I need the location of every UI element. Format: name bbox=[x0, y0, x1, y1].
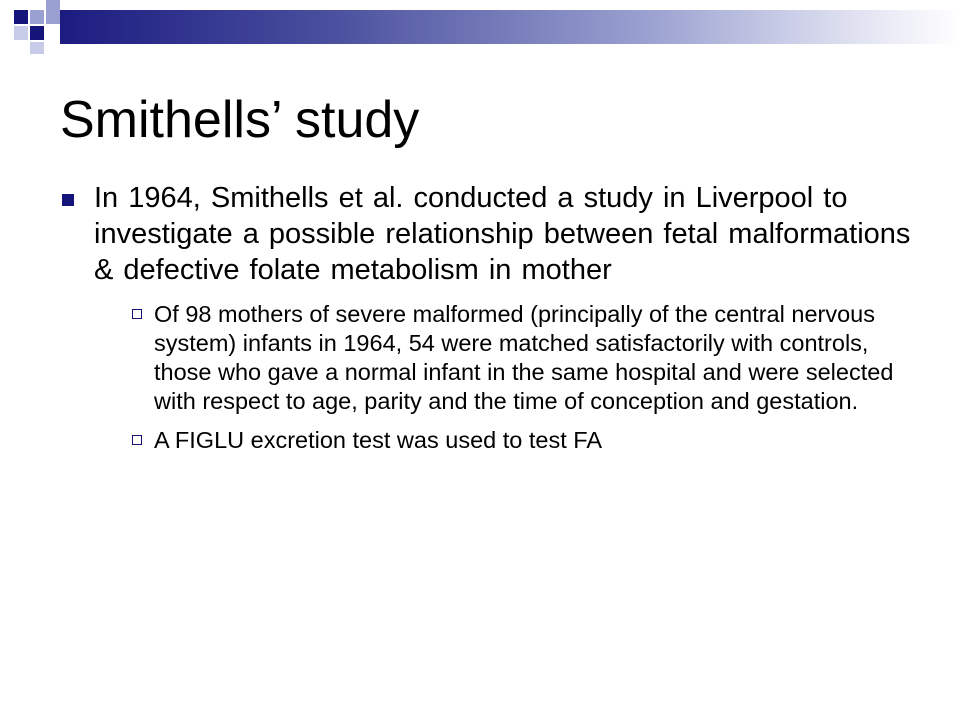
sub-bullet-1-text: Of 98 mothers of severe malformed (principally of the central nervous system) infants in 1964, 54 were matched satisfactorily with controls, those who gave a normal infant in the same hospital and were selected with respect to age, parity and the time of conception and gestation. bbox=[154, 301, 894, 414]
slide-content bbox=[60, 180, 920, 465]
decor-square-lavender-1 bbox=[30, 10, 44, 24]
sub-bullet-list bbox=[60, 300, 920, 455]
decor-square-lavender-2 bbox=[46, 0, 60, 24]
square-bullet-icon bbox=[62, 194, 74, 206]
hollow-square-bullet-icon bbox=[132, 435, 142, 445]
decor-square-pale-2 bbox=[30, 42, 44, 54]
sub-bullet-2-text: A FIGLU excretion test was used to test FA bbox=[154, 427, 603, 453]
decor-square-navy-2 bbox=[30, 26, 44, 40]
decor-square-pale-1 bbox=[14, 26, 28, 40]
decor-square-navy-1 bbox=[14, 10, 28, 24]
header-gradient-bar bbox=[60, 10, 960, 44]
bullet-main bbox=[60, 180, 920, 288]
sub-bullet-2 bbox=[136, 426, 920, 455]
hollow-square-bullet-icon bbox=[132, 309, 142, 319]
bullet-main-text: In 1964, Smithells et al. conducted a study in Liverpool to investigate a possible relationship between fetal malformations & defective folate metabolism in mother bbox=[94, 182, 911, 286]
slide-title: Smithells’ study bbox=[60, 91, 420, 149]
sub-bullet-1 bbox=[136, 300, 920, 416]
